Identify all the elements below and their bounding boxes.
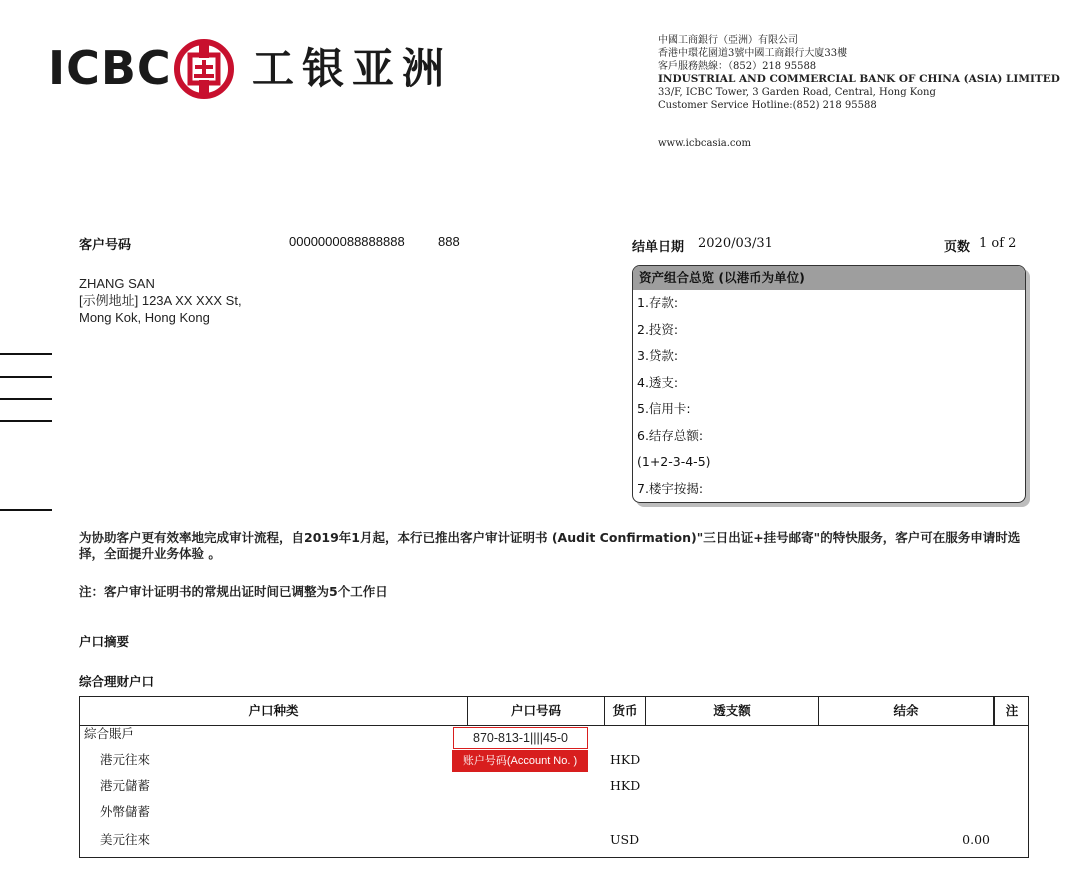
bank-info-line: Customer Service Hotline:(852) 218 95588 [658,100,877,111]
account-type: 美元往來 [100,832,151,847]
account-summary-table [79,696,1029,858]
icbc-emblem-icon [173,38,235,100]
address-line: [示例地址] 123A XX XXX St, [79,293,242,308]
table-row [80,799,1028,825]
table-row [80,827,1028,853]
margin-line [0,420,52,422]
customer-number-suffix: 888 [438,234,460,249]
margin-line [0,509,52,511]
address-line: Mong Kok, Hong Kong [79,310,210,325]
account-number: 870-813-1||||45-0 [453,727,588,749]
section-subtitle: 综合理财户口 [79,674,155,689]
customer-number: 0000000088888888 [289,234,405,249]
portfolio-item: 6.结存总额: [637,427,704,443]
bank-info-line: 客戶服務熱線：（852）218 95588 [658,61,817,72]
customer-address-block [79,275,242,326]
page-number: 1 of 2 [979,236,1017,251]
bank-info-line: 香港中環花園道3號中國工商銀行大廈33樓 [658,48,848,59]
bank-info-line: 中國工商銀行（亞洲）有限公司 [658,35,798,46]
logo-icbc-text: ICBC [48,41,172,95]
portfolio-item: 7.楼宇按揭: [637,480,704,496]
bank-english-name: INDUSTRIAL AND COMMERCIAL BANK OF CHINA (ASIA) LIMITED [658,73,1060,85]
portfolio-item: 3.贷款: [637,348,679,363]
margin-line [0,398,52,400]
bank-info-line: 33/F, ICBC Tower, 3 Garden Road, Central, Hong Kong [658,87,936,98]
account-type: 港元往來 [100,752,151,767]
portfolio-item: 2.投资: [637,321,679,337]
account-currency: HKD [610,752,641,767]
portfolio-item: 5.信用卡: [637,401,691,416]
statement-date: 2020/03/31 [698,236,773,251]
column-header: 户口号码 [468,697,605,725]
account-type: 港元儲蓄 [100,778,151,793]
table-row [80,773,1028,799]
section-title: 户口摘要 [79,634,130,649]
column-header: 透支额 [646,697,819,725]
account-currency: USD [610,832,640,847]
audit-note: 注：客户审计证明书的常规出证时间已调整为5个工作日 [79,584,388,599]
bank-website: www.icbcasia.com [658,138,752,149]
column-header: 户口种类 [80,697,468,725]
account-number-tag: 账户号码(Account No. ) [452,750,588,772]
account-balance: 0.00 [962,832,990,847]
table-header [80,697,1028,726]
customer-name: ZHANG SAN [79,276,155,291]
margin-line [0,376,52,378]
column-header: 结余 [819,697,994,725]
portfolio-summary-box [632,265,1026,503]
page-label: 页数 [944,240,971,255]
audit-notice: 为协助客户更有效率地完成审计流程，自2019年1月起，本行已推出客户审计证明书 (Audit Confirmation)"三日出证+挂号邮寄"的特快服务，客户可在服务申请时选择，全面提升业务体验 。 [79,530,1021,561]
portfolio-title: 资产组合总览 (以港币为单位) [633,266,1025,290]
logo-chinese-text: 工银亚洲 [252,44,453,93]
account-currency: HKD [610,778,641,793]
portfolio-item: 4.透支: [637,374,679,390]
column-header: 注 [994,697,1029,725]
statement-date-label: 结单日期 [632,240,685,255]
bank-info [658,34,1060,112]
portfolio-item: (1+2-3-4-5) [637,454,711,469]
account-group-label: 綜合賬戶 [84,726,135,741]
portfolio-item: 1.存款: [637,295,679,310]
margin-line [0,353,52,355]
customer-number-label: 客户号码 [79,238,132,253]
column-header: 货币 [605,697,646,725]
account-type: 外幣儲蓄 [100,804,151,819]
